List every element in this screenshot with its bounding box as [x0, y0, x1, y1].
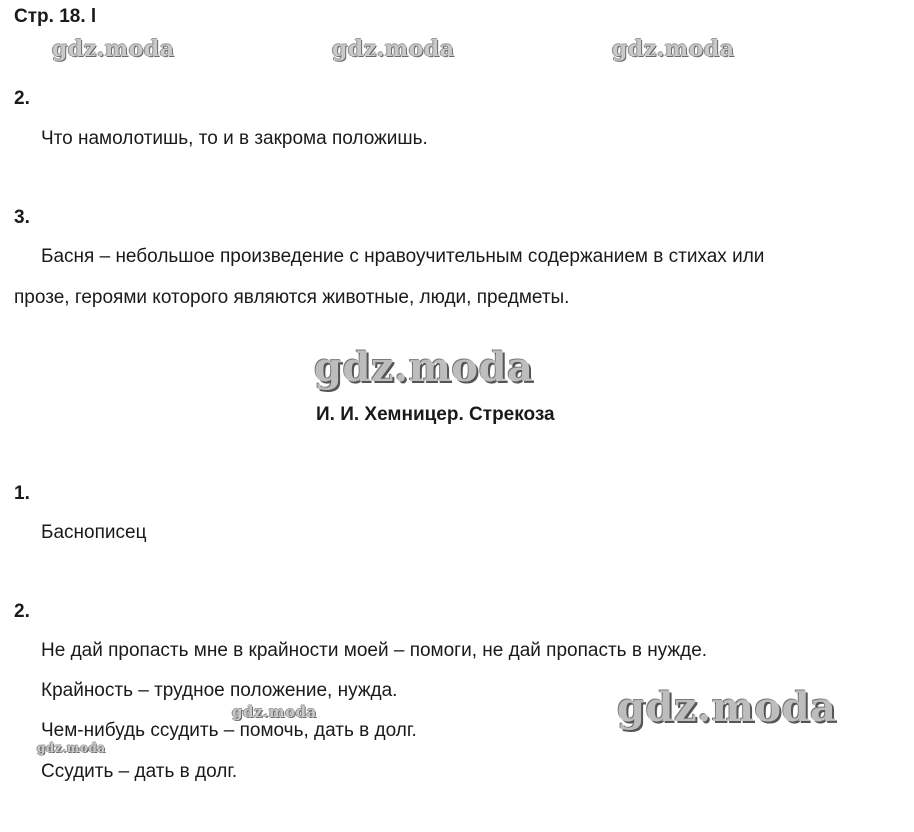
- answer-text-line: Крайность – трудное положение, нужда.: [41, 680, 398, 701]
- watermark-bottom-right: gdz.moda: [617, 684, 837, 731]
- watermark-top-center: gdz.moda: [332, 36, 455, 62]
- watermark-top-right: gdz.moda: [612, 36, 735, 62]
- answer-text: Баснописец: [41, 522, 147, 543]
- watermark-center: gdz.moda: [314, 344, 534, 391]
- question-number: 2.: [14, 88, 30, 109]
- answer-text-line: прозе, героями которого являются животные, люди, предметы.: [14, 287, 570, 308]
- answer-text-line: Не дай пропасть мне в крайности моей – помоги, не дай пропасть в нужде.: [41, 640, 708, 661]
- watermark-bottom-small: gdz.moda: [232, 703, 317, 721]
- section-title: И. И. Хемницер. Стрекоза: [316, 404, 555, 425]
- answer-text-line: Басня – небольшое произведение с нравоучительным содержанием в стихах или: [41, 246, 765, 267]
- question-number: 3.: [14, 207, 30, 228]
- question-number: 2.: [14, 601, 30, 622]
- answer-text-line: Чем-нибудь ссудить – помочь, дать в долг.: [41, 720, 417, 741]
- watermark-bottom-tiny: gdz.moda: [37, 741, 106, 755]
- page-reference: Стр. 18. l: [14, 6, 97, 27]
- answer-text: Что намолотишь, то и в закрома положишь.: [41, 128, 428, 149]
- question-number: 1.: [14, 483, 30, 504]
- watermark-top-left: gdz.moda: [52, 36, 175, 62]
- answer-text-line: Ссудить – дать в долг.: [41, 761, 238, 782]
